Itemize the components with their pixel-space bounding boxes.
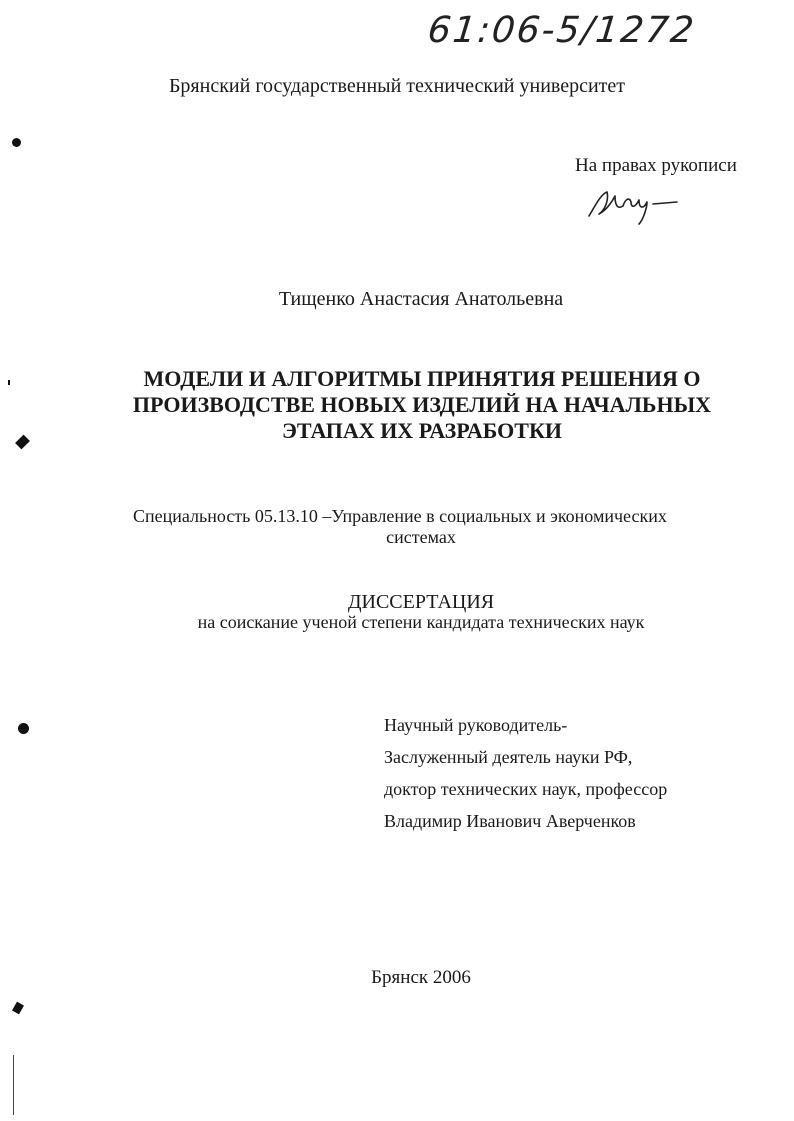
specialty-line: Специальность 05.13.10 –Управление в социальных и экономических	[133, 506, 667, 526]
supervisor-name: Владимир Иванович Аверченков	[384, 811, 636, 831]
author-name: Тищенко Анастасия Анатольевна	[278, 288, 564, 310]
manuscript-note: На правах рукописи	[575, 155, 737, 176]
title-line: МОДЕЛИ И АЛГОРИТМЫ ПРИНЯТИЯ РЕШЕНИЯ О	[143, 366, 701, 391]
archive-number: 61:06-5/1272	[425, 10, 698, 51]
supervisor-honor: Заслуженный деятель науки РФ,	[384, 747, 633, 767]
document-type: ДИССЕРТАЦИЯ	[347, 591, 495, 613]
margin-line	[13, 1055, 14, 1115]
degree-statement: на соискание ученой степени кандидата технических наук	[197, 612, 645, 632]
title-line: ЭТАПАХ ИХ РАЗРАБОТКИ	[281, 418, 563, 443]
supervisor-role: Научный руководитель-	[384, 715, 568, 735]
punch-hole-mark	[12, 138, 21, 147]
punch-hole-mark	[12, 1002, 24, 1015]
university-name: Брянский государственный технический университет	[168, 75, 626, 97]
supervisor-block	[384, 709, 667, 837]
signature-icon	[585, 186, 695, 226]
specialty-line-continued: системах	[386, 527, 456, 547]
dissertation-title	[60, 366, 784, 444]
scan-speck	[8, 380, 10, 385]
punch-hole-mark	[15, 435, 30, 450]
city-year: Брянск 2006	[371, 967, 471, 988]
supervisor-title: доктор технических наук, профессор	[384, 779, 668, 799]
punch-hole-mark	[18, 723, 29, 734]
title-line: ПРОИЗВОДСТВЕ НОВЫХ ИЗДЕЛИЙ НА НАЧАЛЬНЫХ	[132, 392, 712, 417]
